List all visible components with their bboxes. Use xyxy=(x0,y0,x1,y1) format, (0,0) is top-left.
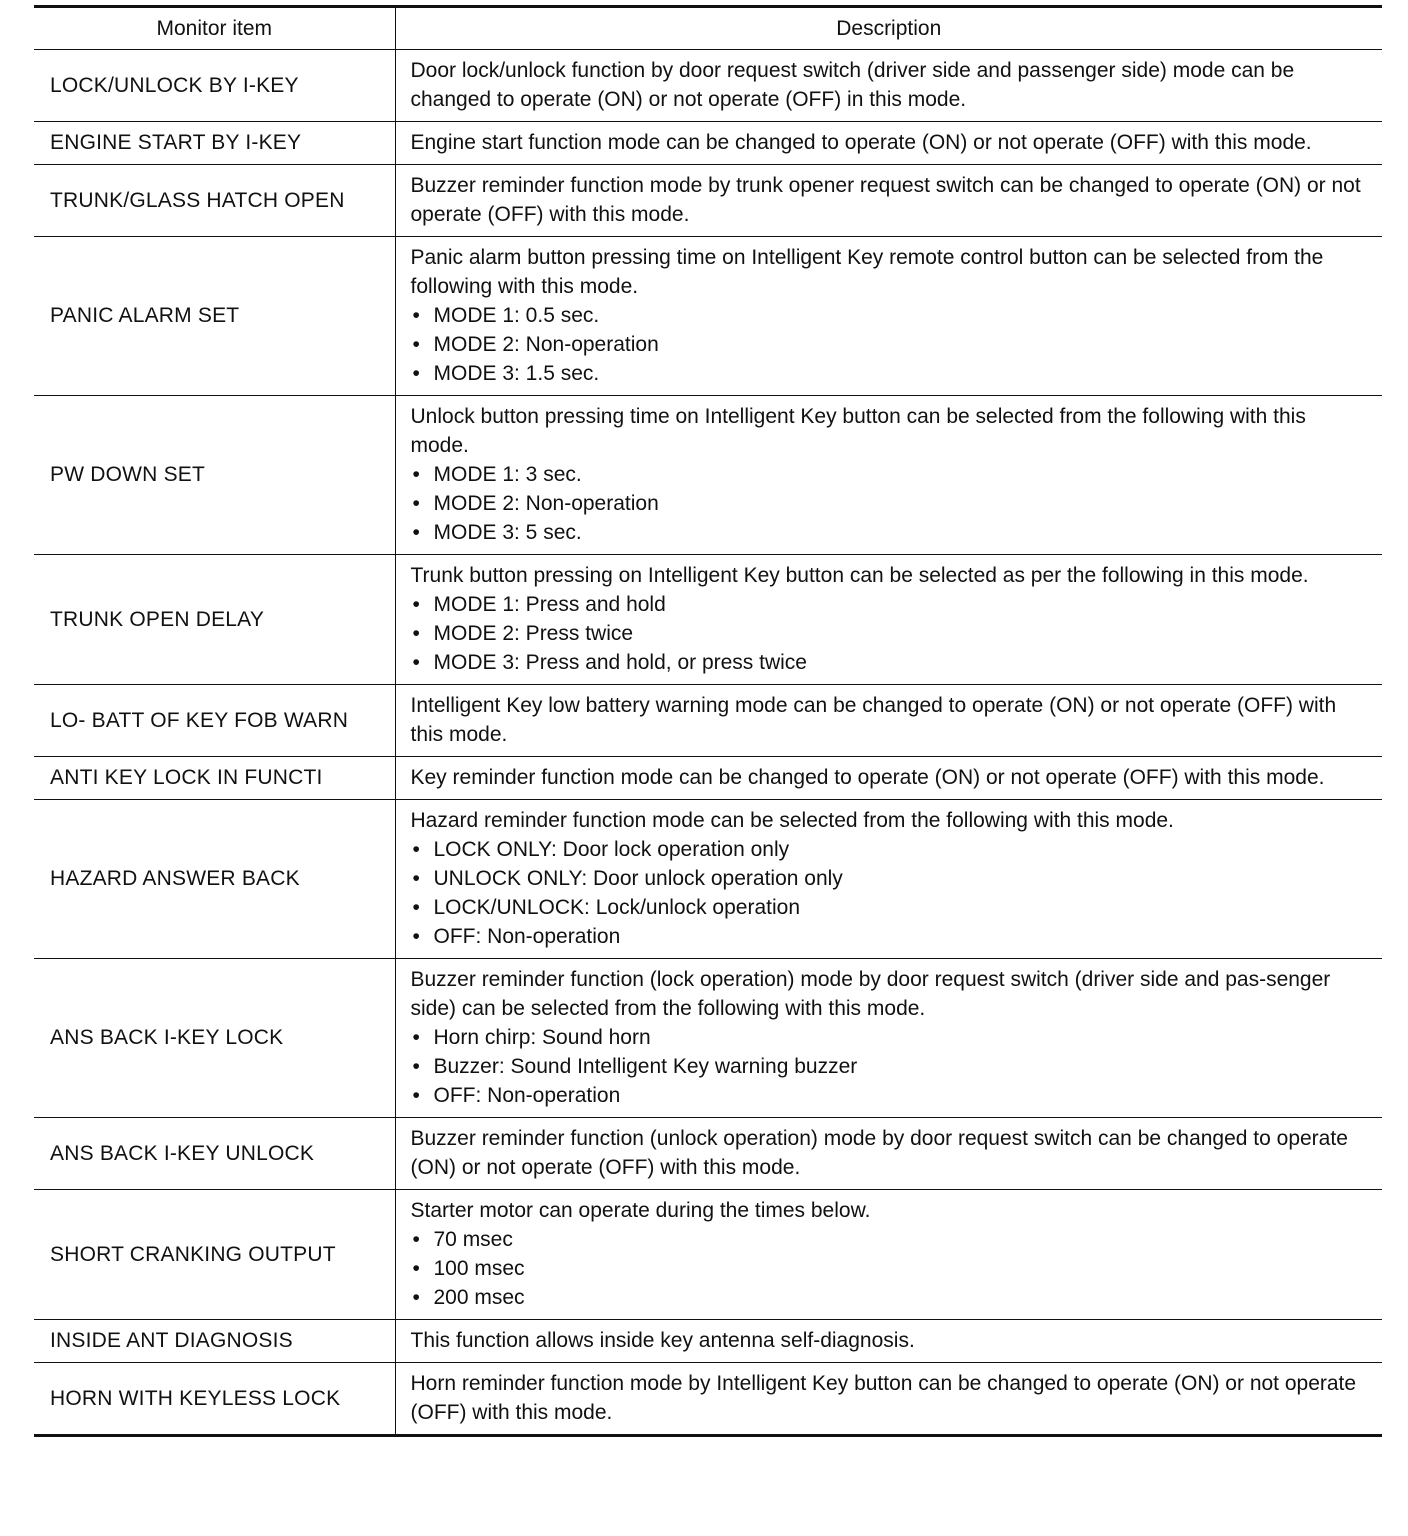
table-row xyxy=(34,685,1382,757)
description-bullet: • MODE 1: Press and hold xyxy=(411,590,1371,619)
description-bullet: • 70 msec xyxy=(411,1225,1371,1254)
description-cell xyxy=(395,685,1382,757)
description-text: Buzzer reminder function mode by trunk opener request switch can be changed to operate (ON) or not operate (OFF) with this mode. xyxy=(410,174,1361,226)
description-text: Door lock/unlock function by door request switch (driver side and passenger side) mode can be changed to operate (ON) or not operate (OFF) in this mode. xyxy=(410,59,1295,111)
description-bullet: • LOCK/UNLOCK: Lock/unlock operation xyxy=(411,893,1371,922)
table-row xyxy=(34,237,1382,396)
description-bullet: • Horn chirp: Sound horn xyxy=(411,1023,1371,1052)
table-row xyxy=(34,165,1382,237)
description-bullet: • MODE 2: Non-operation xyxy=(411,489,1371,518)
description-text: Key reminder function mode can be changed to operate (ON) or not operate (OFF) with this mode. xyxy=(410,766,1325,789)
description-cell xyxy=(395,396,1382,555)
description-bullet: • UNLOCK ONLY: Door unlock operation only xyxy=(411,864,1371,893)
description-text: Horn reminder function mode by Intelligent Key button can be changed to operate (ON) or not operate (OFF) with this mode. xyxy=(410,1372,1357,1424)
table-row xyxy=(34,1363,1382,1436)
description-bullet: • 100 msec xyxy=(411,1254,1371,1283)
monitor-item-cell: LOCK/UNLOCK BY I-KEY xyxy=(34,50,395,122)
column-header-description: Description xyxy=(395,7,1382,50)
description-bullet: • MODE 3: Press and hold, or press twice xyxy=(411,648,1371,677)
description-text: This function allows inside key antenna self-diagnosis. xyxy=(410,1329,915,1352)
description-bullet: • Buzzer: Sound Intelligent Key warning buzzer xyxy=(411,1052,1371,1081)
monitor-item-cell: INSIDE ANT DIAGNOSIS xyxy=(34,1320,395,1363)
monitor-item-cell: LO- BATT OF KEY FOB WARN xyxy=(34,685,395,757)
table-row xyxy=(34,396,1382,555)
table-row xyxy=(34,1320,1382,1363)
table-row xyxy=(34,757,1382,800)
description-cell xyxy=(395,757,1382,800)
monitor-table-container xyxy=(34,5,1382,1437)
description-bullet: • OFF: Non-operation xyxy=(411,922,1371,951)
description-cell xyxy=(395,1190,1382,1320)
description-cell xyxy=(395,165,1382,237)
description-bullet: • LOCK ONLY: Door lock operation only xyxy=(411,835,1371,864)
monitor-item-cell: HORN WITH KEYLESS LOCK xyxy=(34,1363,395,1436)
description-cell xyxy=(395,1118,1382,1190)
table-header-row xyxy=(34,7,1382,50)
description-bullet: • MODE 1: 0.5 sec. xyxy=(411,301,1371,330)
description-bullet: • 200 msec xyxy=(411,1283,1371,1312)
description-cell xyxy=(395,959,1382,1118)
column-header-monitor-item: Monitor item xyxy=(34,7,395,50)
table-row xyxy=(34,800,1382,959)
monitor-item-cell: PANIC ALARM SET xyxy=(34,237,395,396)
description-text: Unlock button pressing time on Intelligent Key button can be selected from the following with this mode. xyxy=(410,405,1306,457)
description-bullet: • MODE 3: 1.5 sec. xyxy=(411,359,1371,388)
table-row xyxy=(34,50,1382,122)
description-cell xyxy=(395,237,1382,396)
monitor-item-cell: SHORT CRANKING OUTPUT xyxy=(34,1190,395,1320)
description-text: Intelligent Key low battery warning mode can be changed to operate (ON) or not operate (OFF) with this mode. xyxy=(410,694,1337,746)
monitor-item-table xyxy=(34,5,1382,1437)
description-cell xyxy=(395,1320,1382,1363)
description-bullet: • MODE 1: 3 sec. xyxy=(411,460,1371,489)
table-row xyxy=(34,122,1382,165)
monitor-item-cell: ANTI KEY LOCK IN FUNCTI xyxy=(34,757,395,800)
table-row xyxy=(34,1118,1382,1190)
description-cell xyxy=(395,122,1382,165)
monitor-item-cell: ANS BACK I-KEY UNLOCK xyxy=(34,1118,395,1190)
description-text: Panic alarm button pressing time on Intelligent Key remote control button can be selected from the following with this mode. xyxy=(410,246,1324,298)
description-cell xyxy=(395,50,1382,122)
description-text: Engine start function mode can be changed to operate (ON) or not operate (OFF) with this mode. xyxy=(410,131,1312,154)
description-cell xyxy=(395,1363,1382,1436)
monitor-item-cell: HAZARD ANSWER BACK xyxy=(34,800,395,959)
monitor-item-cell: TRUNK/GLASS HATCH OPEN xyxy=(34,165,395,237)
description-text: Trunk button pressing on Intelligent Key button can be selected as per the following in this mode. xyxy=(410,564,1309,587)
table-body xyxy=(34,50,1382,1436)
table-row xyxy=(34,555,1382,685)
monitor-item-cell: PW DOWN SET xyxy=(34,396,395,555)
description-cell xyxy=(395,555,1382,685)
description-bullet: • MODE 2: Press twice xyxy=(411,619,1371,648)
description-bullet: • MODE 2: Non-operation xyxy=(411,330,1371,359)
table-row xyxy=(34,1190,1382,1320)
monitor-item-cell: ANS BACK I-KEY LOCK xyxy=(34,959,395,1118)
description-text: Starter motor can operate during the times below. xyxy=(410,1199,871,1222)
description-cell xyxy=(395,800,1382,959)
description-text: Hazard reminder function mode can be selected from the following with this mode. xyxy=(410,809,1174,832)
description-text: Buzzer reminder function (lock operation) mode by door request switch (driver side and pas-senger side) can be selected from the following with this mode. xyxy=(410,968,1331,1020)
description-bullet: • OFF: Non-operation xyxy=(411,1081,1371,1110)
description-bullet: • MODE 3: 5 sec. xyxy=(411,518,1371,547)
description-text: Buzzer reminder function (unlock operation) mode by door request switch can be changed to operate (ON) or not operate (OFF) with this mode. xyxy=(410,1127,1348,1179)
monitor-item-cell: TRUNK OPEN DELAY xyxy=(34,555,395,685)
table-row xyxy=(34,959,1382,1118)
monitor-item-cell: ENGINE START BY I-KEY xyxy=(34,122,395,165)
